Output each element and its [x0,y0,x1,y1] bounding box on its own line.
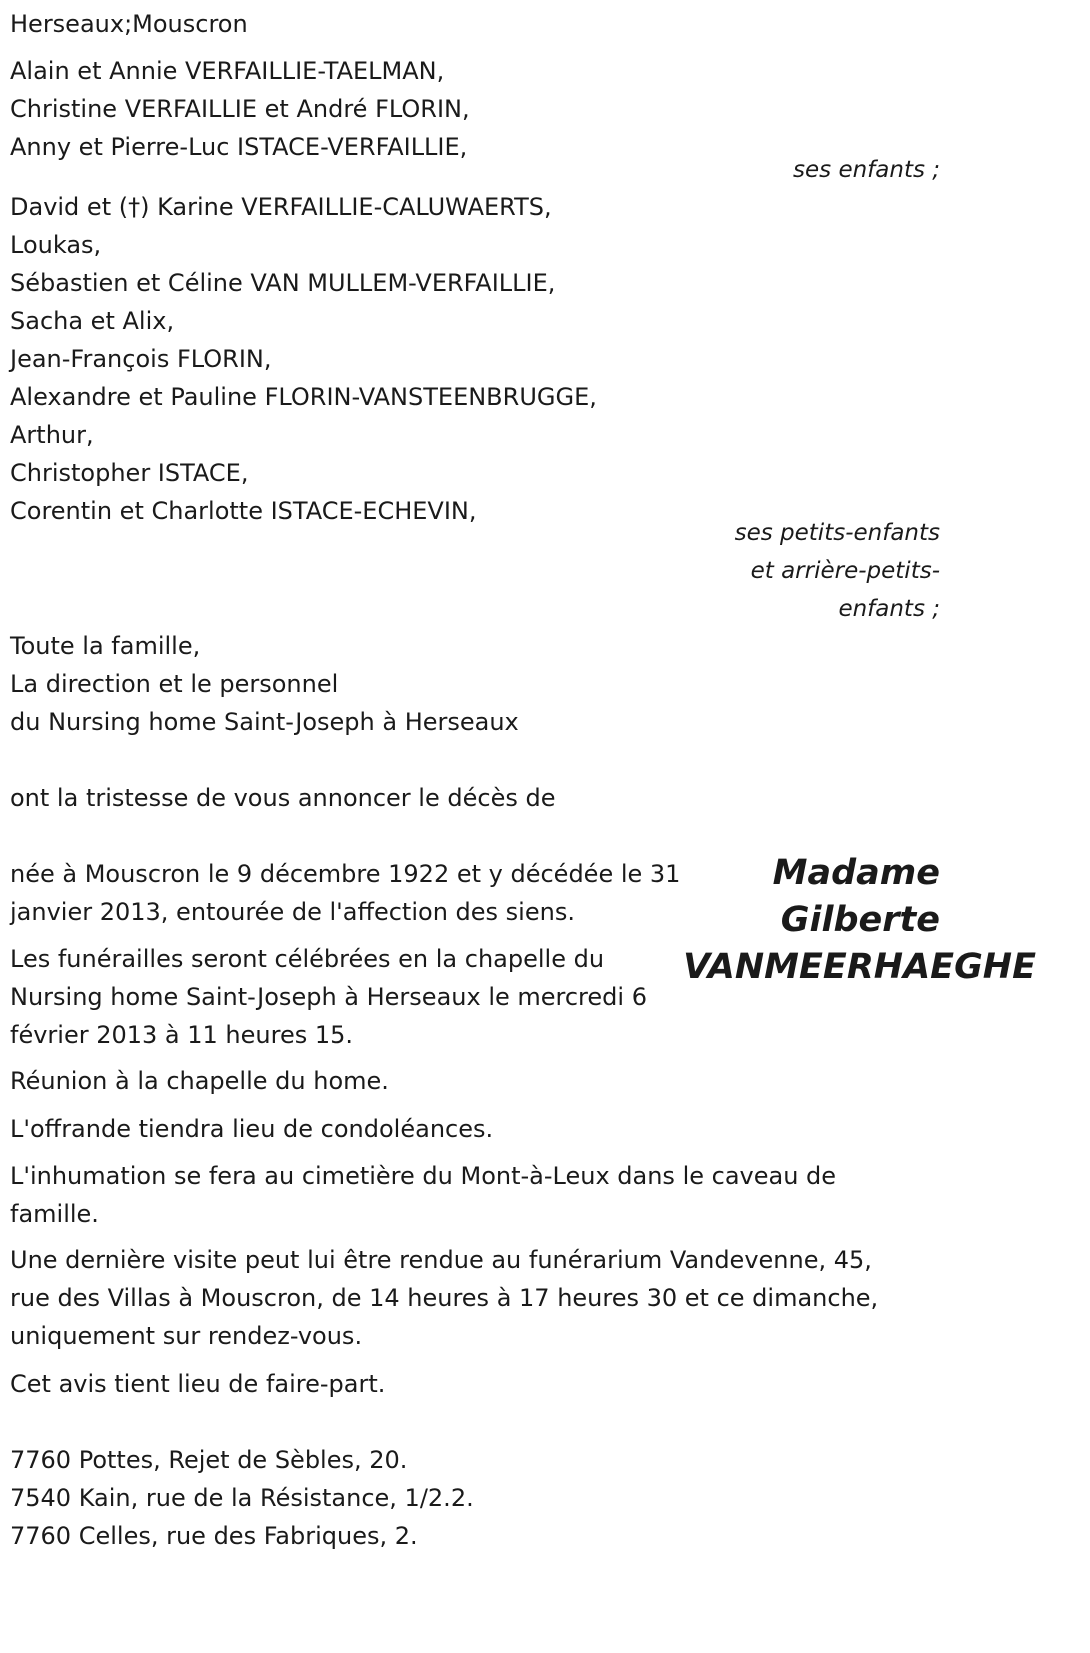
grandchild-line: Arthur, [10,421,94,449]
offering-text: L'offrande tiendra lieu de condoléances. [10,1115,494,1143]
family-line: La direction et le personnel [10,670,339,698]
deceased-title: Madame [772,853,940,893]
funeral-line: Nursing home Saint-Joseph à Herseaux le mercredi 6 [10,983,647,1011]
deceased-last-name: VANMEERHAEGHE [683,947,1036,987]
meeting-text: Réunion à la chapelle du home. [10,1067,389,1095]
child-line: Christine VERFAILLIE et André FLORIN, [10,95,470,123]
place-header: Herseaux;Mouscron [10,10,248,38]
grandchild-line: Alexandre et Pauline FLORIN-VANSTEENBRUGGE, [10,383,597,411]
grandchild-line: Corentin et Charlotte ISTACE-ECHEVIN, [10,497,477,525]
birth-line: née à Mouscron le 9 décembre 1922 et y décédée le 31 [10,860,681,888]
family-line: Toute la famille, [10,632,201,660]
grandchild-line: Christopher ISTACE, [10,459,249,487]
deceased-first-name: Gilberte [780,900,940,940]
announcement: ont la tristesse de vous annoncer le décès de [10,784,556,812]
burial-line: L'inhumation se fera au cimetière du Mont-à-Leux dans le caveau de [10,1162,837,1190]
child-line: Alain et Annie VERFAILLIE-TAELMAN, [10,57,445,85]
funeral-line: février 2013 à 11 heures 15. [10,1021,354,1049]
grandchildren-label-line: enfants ; [838,596,940,622]
grandchild-line: Loukas, [10,231,102,259]
address-line: 7760 Celles, rue des Fabriques, 2. [10,1522,418,1550]
birth-line: janvier 2013, entourée de l'affection des siens. [10,898,575,926]
child-line: Anny et Pierre-Luc ISTACE-VERFAILLIE, [10,133,468,161]
visit-line: uniquement sur rendez-vous. [10,1322,363,1350]
address-line: 7540 Kain, rue de la Résistance, 1/2.2. [10,1484,474,1512]
notice-text: Cet avis tient lieu de faire-part. [10,1370,386,1398]
grandchild-line: David et (†) Karine VERFAILLIE-CALUWAERTS, [10,193,552,221]
grandchildren-label-line: ses petits-enfants [734,520,940,546]
visit-line: rue des Villas à Mouscron, de 14 heures à 17 heures 30 et ce dimanche, [10,1284,879,1312]
grandchild-line: Sacha et Alix, [10,307,175,335]
burial-line: famille. [10,1200,99,1228]
visit-line: Une dernière visite peut lui être rendue au funérarium Vandevenne, 45, [10,1246,872,1274]
funeral-line: Les funérailles seront célébrées en la chapelle du [10,945,605,973]
children-label: ses enfants ; [793,157,940,183]
address-line: 7760 Pottes, Rejet de Sèbles, 20. [10,1446,408,1474]
grandchildren-label-line: et arrière-petits- [750,558,940,584]
family-line: du Nursing home Saint-Joseph à Herseaux [10,708,519,736]
grandchild-line: Sébastien et Céline VAN MULLEM-VERFAILLIE, [10,269,556,297]
grandchild-line: Jean-François FLORIN, [10,345,272,373]
